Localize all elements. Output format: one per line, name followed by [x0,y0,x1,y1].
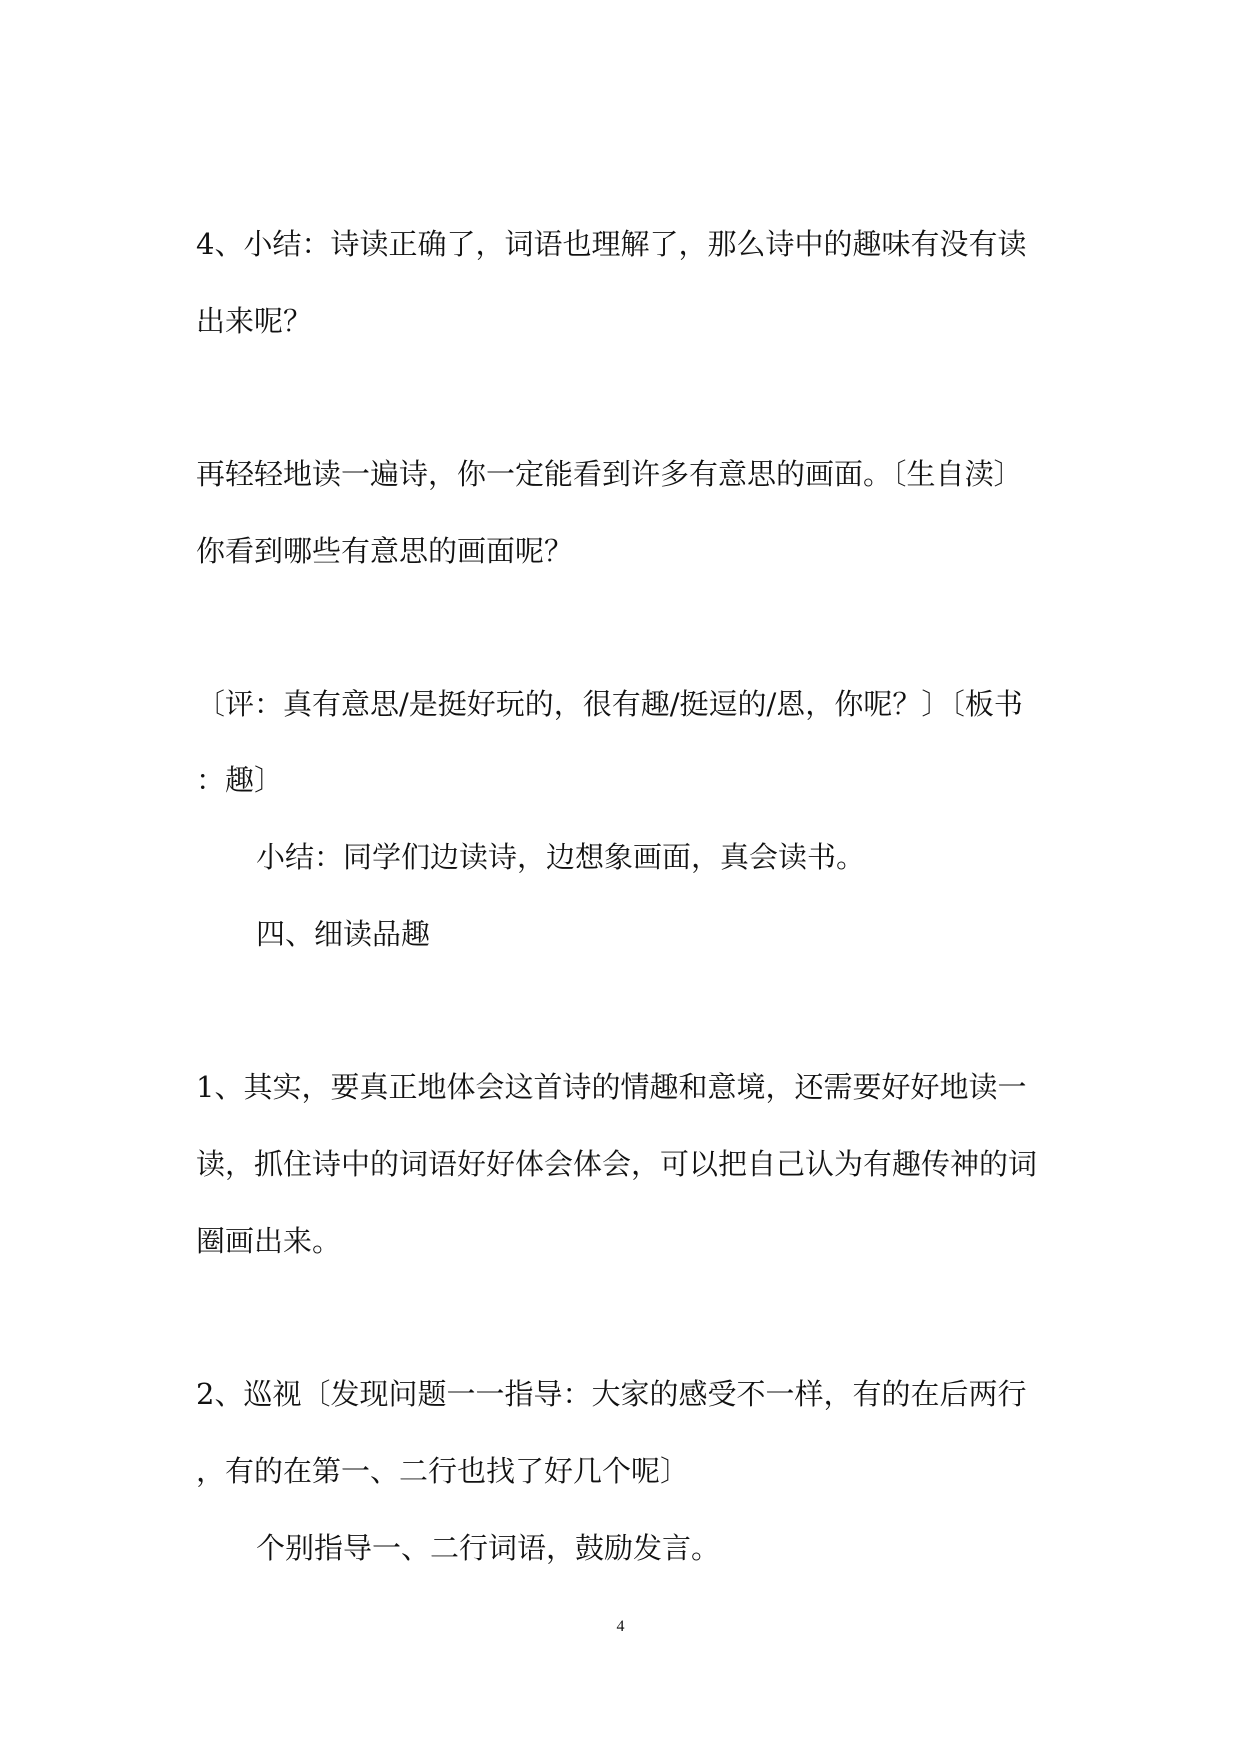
text-line: 出来呢？ [196,304,313,338]
text-line: ：趣〕 [196,763,284,797]
text-line: ，有的在第一、二行也找了好几个呢〕 [196,1454,690,1488]
text-line: 2、巡视〔发现问题一一指导：大家的感受不一样，有的在后两行 [196,1377,1027,1411]
text-line: 读，抓住诗中的词语好好体会体会，可以把自己认为有趣传神的词 [196,1147,1038,1181]
text-line: 个别指导一、二行词语，鼓励发言。 [256,1531,721,1565]
text-line: 再轻轻地读一遍诗，你一定能看到许多有意思的画面。〔生自渎〕 [196,457,1023,491]
section-heading: 四、细读品趣 [256,917,431,951]
text-line: 1、其实，要真正地体会这首诗的情趣和意境，还需要好好地读一 [196,1070,1027,1104]
text-line: 小结：同学们边读诗，边想象画面，真会读书。 [256,840,866,874]
text-line: 圈画出来。 [196,1224,342,1258]
page-number: 4 [616,1618,625,1635]
text-line: 4、小结：诗读正确了，词语也理解了，那么诗中的趣味有没有读 [196,227,1027,261]
text-line: 〔评：真有意思/是挺好玩的，很有趣/挺逗的/恩，你呢？〕〔板书 [196,687,1023,721]
text-line: 你看到哪些有意思的画面呢？ [196,534,574,568]
